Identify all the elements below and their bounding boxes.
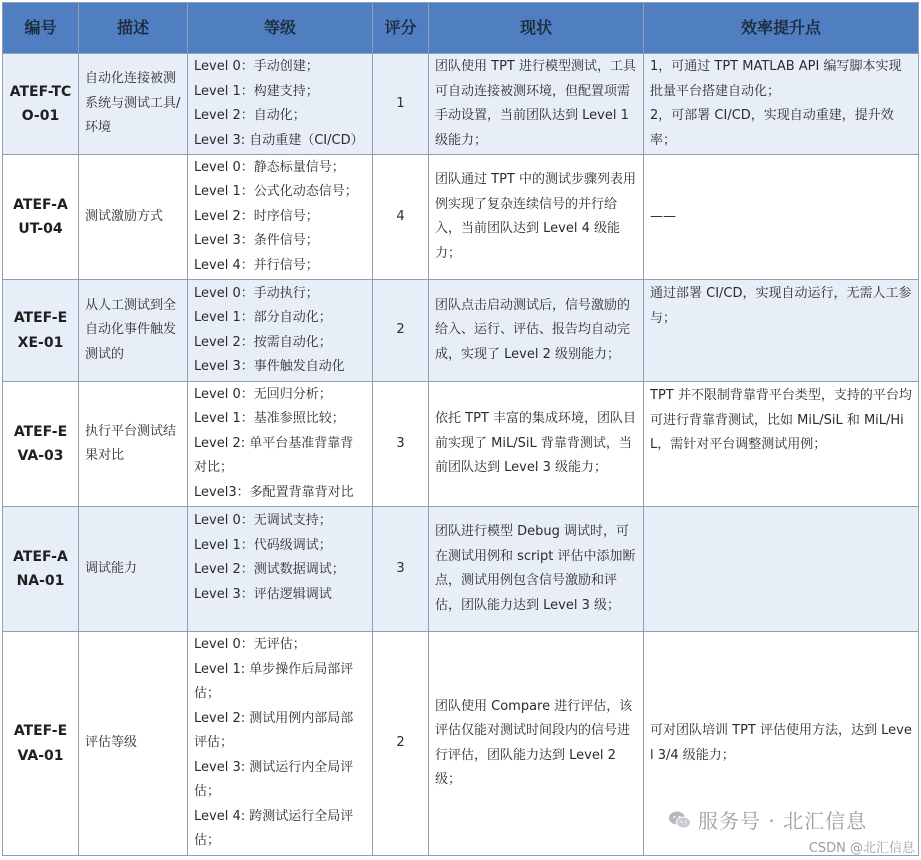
header-status: 现状 (429, 3, 644, 54)
level-line: Level 4: 跨测试运行全局评估； (194, 808, 354, 849)
row-id: ATEF-AUT-04 (3, 155, 79, 280)
row-status: 团队进行模型 Debug 调试时，可在测试用例和 script 评估中添加断点，测试用例包含信号激励和评估，团队能力达到 Level 3 级； (429, 507, 644, 632)
row-levels (188, 632, 373, 856)
row-score: 4 (373, 155, 429, 280)
row-desc: 从人工测试到全自动化事件触发测试的 (79, 280, 188, 382)
level-line: Level 3: 自动重建（CI/CD） (194, 132, 364, 148)
level-line: Level 2: 单平台基准背靠背对比； (194, 435, 354, 476)
header-level: 等级 (188, 3, 373, 54)
row-efficiency (644, 280, 919, 382)
wechat-icon (668, 810, 692, 830)
level-line: Level 3：条件信号； (194, 233, 319, 249)
row-efficiency (644, 54, 919, 155)
header-row (3, 3, 919, 54)
row-levels (188, 54, 373, 155)
empty-dash: —— (650, 208, 676, 224)
level-line: Level 1：部分自动化； (194, 310, 332, 325)
row-efficiency (644, 382, 919, 507)
header-score: 评分 (373, 3, 429, 54)
header-desc: 描述 (79, 3, 188, 54)
level-line: Level 0：手动执行； (194, 285, 319, 301)
header-id: 编号 (3, 3, 79, 54)
row-id: ATEF-EVA-01 (3, 632, 79, 856)
row-status: 依托 TPT 丰富的集成环境，团队目前实现了 MiL/SiL 背靠背测试，当前团队达到 Level 3 级能力； (429, 382, 644, 507)
row-status: 团队使用 Compare 进行评估，该评估仅能对测试时间段内的信号进行评估，团队能力达到 Level 2 级； (429, 632, 644, 856)
level-line: Level 1：代码级调试； (194, 537, 332, 553)
level-line: Level 1：公式化动态信号； (194, 184, 358, 200)
row-id: ATEF-ANA-01 (3, 507, 79, 632)
row-id: ATEF-TCO-01 (3, 54, 79, 155)
table-row (3, 382, 919, 507)
level-line: Level 2：按需自动化； (194, 334, 332, 350)
row-id: ATEF-EVA-03 (3, 382, 79, 507)
level-line: Level 0：静态标量信号； (194, 159, 345, 175)
row-desc: 调试能力 (79, 507, 188, 632)
row-id: ATEF-EXE-01 (3, 280, 79, 382)
level-line: Level 1：构建支持； (194, 83, 319, 99)
header-efficiency: 效率提升点 (644, 3, 919, 54)
level-line: Level 0：无回归分析； (194, 386, 332, 402)
level-line: Level 2：测试数据调试； (194, 562, 345, 577)
level-line: Level 2：自动化； (194, 108, 306, 123)
row-score: 3 (373, 507, 429, 632)
level-line: Level 3：评估逻辑调试 (194, 586, 332, 602)
level-line: Level 0：手动创建； (194, 59, 319, 74)
table-row (3, 280, 919, 382)
watermark (668, 805, 867, 834)
level-line: Level 2: 测试用例内部局部评估； (194, 710, 354, 751)
row-desc: 自动化连接被测系统与测试工具/环境 (79, 54, 188, 155)
level-line: Level 1: 单步操作后局部评估； (194, 661, 354, 702)
row-status: 团队点击启动测试后，信号激励的给入、运行、评估、报告均自动完成，实现了 Level 2 级别能力； (429, 280, 644, 382)
row-efficiency (644, 155, 919, 280)
table-row (3, 54, 919, 155)
level-line: Level 4：并行信号； (194, 257, 319, 273)
level-line: Level 3: 测试运行内全局评估； (194, 759, 354, 800)
csdn-credit: CSDN @北汇信息 (808, 841, 915, 856)
row-status: 团队通过 TPT 中的测试步骤列表用例实现了复杂连续信号的并行给入，当前团队达到 Level 4 级能力； (429, 155, 644, 280)
row-desc: 评估等级 (79, 632, 188, 856)
row-levels (188, 155, 373, 280)
watermark-text: 服务号 · 北汇信息 (698, 809, 868, 833)
level-line: Level 1：基准参照比较； (194, 411, 345, 427)
row-score: 2 (373, 632, 429, 856)
level-line: Level3：多配置背靠背对比 (194, 484, 354, 500)
row-efficiency (644, 507, 919, 632)
row-desc: 执行平台测试结果对比 (79, 382, 188, 507)
row-levels (188, 507, 373, 632)
row-desc: 测试激励方式 (79, 155, 188, 280)
row-levels (188, 382, 373, 507)
efficiency-line: 1，可通过 TPT MATLAB API 编写脚本实现批量平台搭建自动化； (650, 59, 902, 99)
efficiency-line: 可对团队培训 TPT 评估使用方法，达到 Level 3/4 级能力； (650, 723, 912, 763)
level-line: Level 0：无调试支持； (194, 513, 332, 528)
row-score: 2 (373, 280, 429, 382)
table-row (3, 155, 919, 280)
row-score: 1 (373, 54, 429, 155)
row-score: 3 (373, 382, 429, 507)
level-line: Level 0：无评估； (194, 637, 306, 653)
row-status: 团队使用 TPT 进行模型测试，工具可自动连接被测环境，但配置项需手动设置，当前团队达到 Level 1 级能力； (429, 54, 644, 155)
efficiency-line: 通过部署 CI/CD，实现自动运行，无需人工参与； (650, 286, 912, 326)
evaluation-table (2, 2, 919, 856)
level-line: Level 2：时序信号； (194, 208, 319, 224)
efficiency-line: 2，可部署 CI/CD，实现自动重建，提升效率； (650, 108, 894, 148)
level-line: Level 3：事件触发自动化 (194, 359, 345, 374)
table-row (3, 507, 919, 632)
efficiency-line: TPT 并不限制背靠背平台类型，支持的平台均可进行背靠背测试，比如 MiL/SiL 和 MiL/HiL，需针对平台调整测试用例； (650, 388, 912, 452)
row-levels (188, 280, 373, 382)
